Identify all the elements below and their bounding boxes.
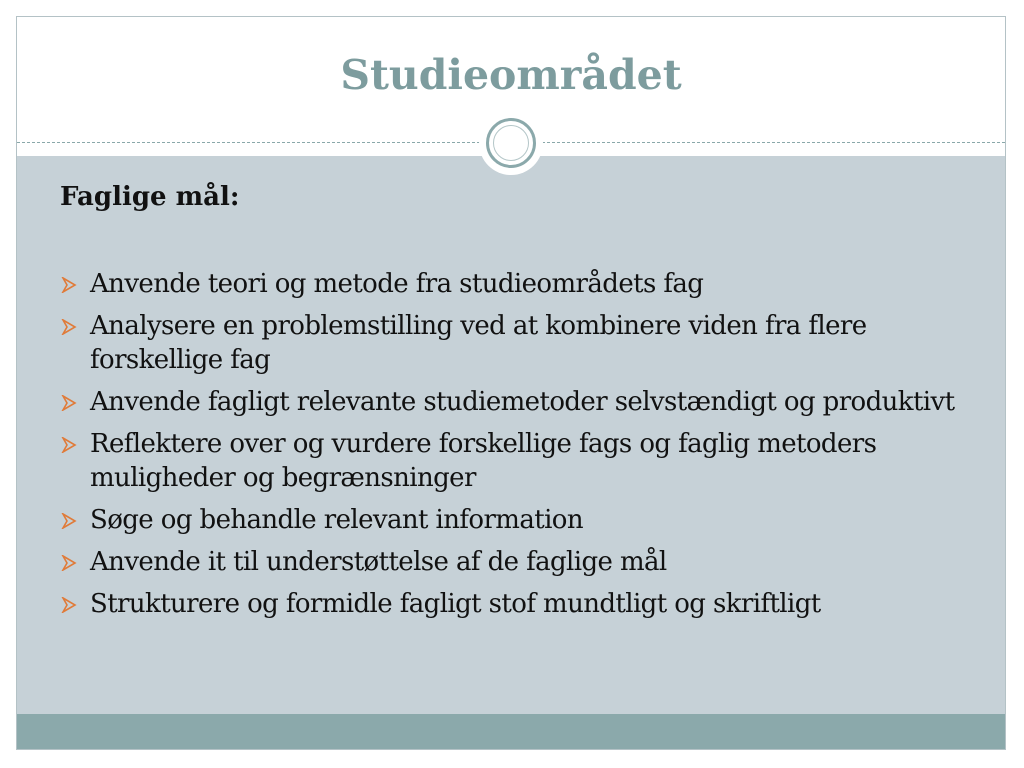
bullet-text: Anvende fagligt relevante studiemetoder selvstændigt og produktivt (90, 387, 955, 417)
hollow-arrowhead-icon (61, 437, 77, 453)
slide (16, 16, 1006, 750)
bullet-text: Analysere en problemstilling ved at kombinere viden fra flere forskellige fag (90, 311, 867, 375)
bullet-text: Anvende teori og metode fra studieområdets fag (90, 269, 704, 299)
circle-ornament-icon (479, 111, 543, 175)
ornament-inner-ring (493, 125, 529, 161)
bullet-item (60, 309, 960, 377)
section-heading: Faglige mål: (60, 182, 240, 212)
bullet-item (60, 503, 960, 537)
bullet-text: Søge og behandle relevant information (90, 505, 584, 535)
bullet-text: Reflektere over og vurdere forskellige fags og faglig metoders muligheder og begrænsninger (90, 429, 877, 493)
footer-band (17, 714, 1005, 749)
bullet-text: Anvende it til understøttelse af de faglige mål (90, 547, 667, 577)
hollow-arrowhead-icon (61, 319, 77, 335)
hollow-arrowhead-icon (61, 597, 77, 613)
bullet-text: Strukturere og formidle fagligt stof mundtligt og skriftligt (90, 589, 821, 619)
slide-title: Studieområdet (340, 51, 682, 99)
hollow-arrowhead-icon (61, 395, 77, 411)
bullet-list (60, 267, 960, 629)
bullet-item (60, 545, 960, 579)
bullet-item (60, 385, 960, 419)
hollow-arrowhead-icon (61, 277, 77, 293)
hollow-arrowhead-icon (61, 555, 77, 571)
bullet-item (60, 587, 960, 621)
ornament-ring (486, 118, 536, 168)
hollow-arrowhead-icon (61, 513, 77, 529)
bullet-item (60, 427, 960, 495)
bullet-item (60, 267, 960, 301)
